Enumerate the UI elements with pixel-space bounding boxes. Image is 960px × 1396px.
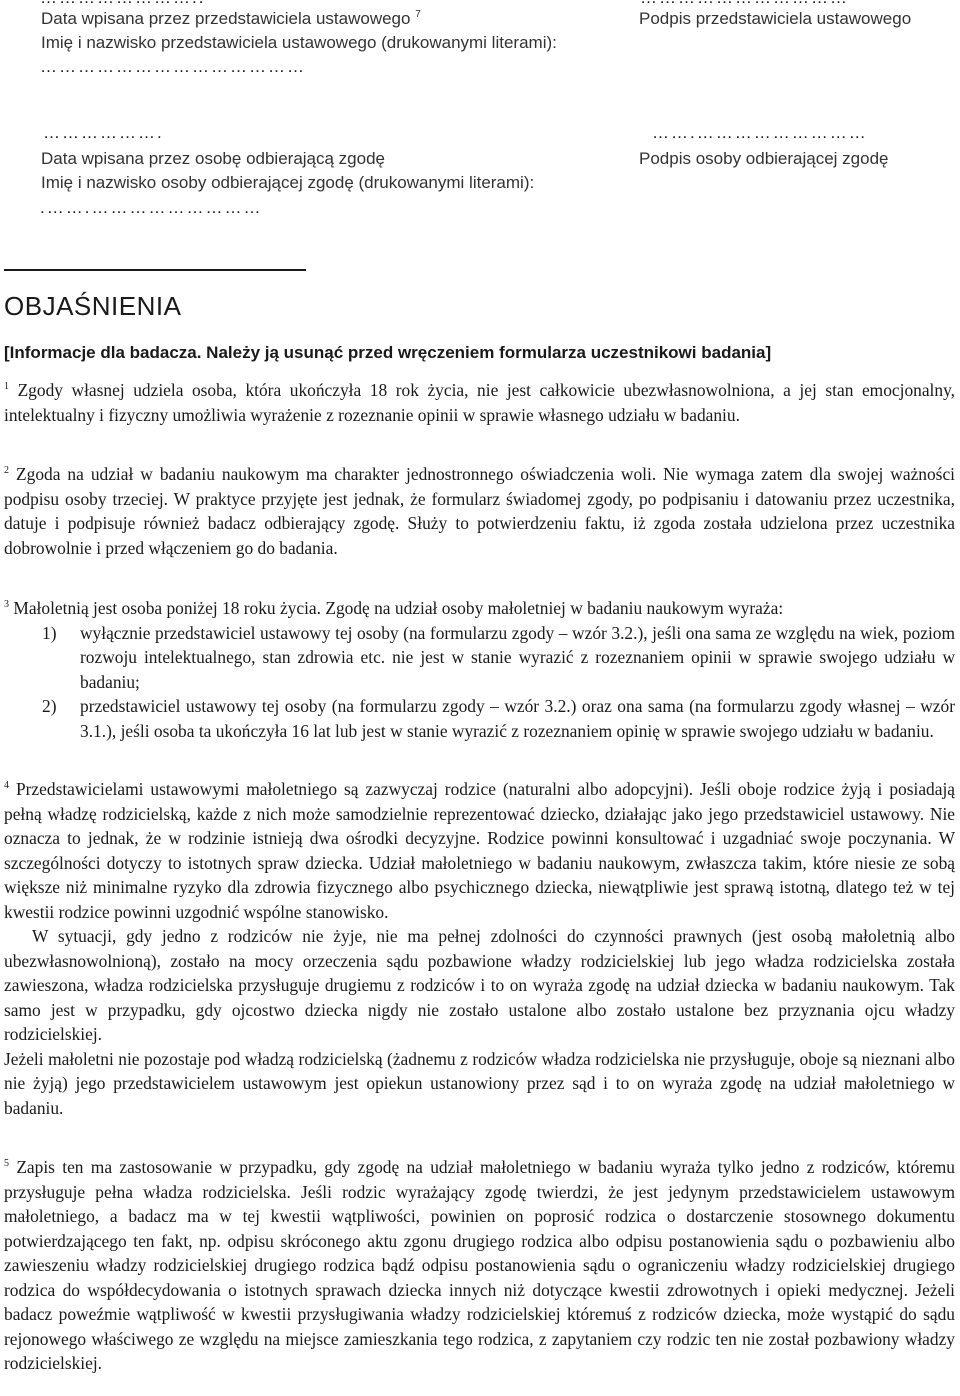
footnote-separator — [4, 269, 306, 271]
footnote-2 — [4, 462, 955, 560]
footnote-2-number: 2 — [4, 465, 9, 476]
person-name-label: Imię i nazwisko osoby odbierającej zgodę (drukowanymi literami): — [41, 173, 535, 192]
footnote-5 — [4, 1155, 955, 1376]
rep-signature-label: Podpis przedstawiciela ustawowego — [639, 9, 912, 28]
rep-name-dots: …………………………………… — [40, 57, 306, 76]
footnote-5-number: 5 — [4, 1158, 9, 1169]
footnote-3 — [4, 596, 955, 743]
list-item — [4, 694, 955, 743]
footnote-4 — [4, 777, 955, 1120]
person-signature-dots: …….……………………… — [652, 123, 868, 142]
list-item-number: 2) — [42, 696, 57, 716]
footnote-5-text: Zapis ten ma zastosowanie w przypadku, gdy zgodę na udział małoletniego w badaniu wyraża tylko jedno z rodziców, któremu przysługuje pełna władza rodzicielska. Jeśli rodzic wyrażający zgodę twierdzi, że jest jedynym przedstawicielem ustawowym małoletniego, a badacz ma w tej kwestii wątpliwości, powinien on poprosić rodzica o dostarczenie stosownego dokumentu potwierdzającego ten fakt, np. odpisu skróconego aktu zgonu drugiego rodzica albo odpisu postanowienia sądu o pozbawieniu albo zawieszeniu władzy rodzicielskiej drugiego rodzica bądź odpisu postanowienia sądu o ograniczeniu władzy rodzicielskiej drugiego rodzica do współdecydowania o istotnych sprawach dziecka innych niż dotyczące kwestii zdrowotnych i opieki medycznej. Jeżeli badacz poweźmie wątpliwość w kwestii przysługiwania władzy rodzicielskiej któremuś z rodziców dziecka, może wystąpić do sądu rejonowego właściwego ze względu na miejsce zamieszkania tego rodzica, z zapytaniem czy rodzic ten nie został pozbawiony władzy rodzicielskiej. — [4, 1157, 955, 1373]
footnote-3-text: Małoletnią jest osoba poniżej 18 roku życia. Zgodę na udział osoby małoletniej w badaniu naukowym wyraża: — [13, 598, 784, 618]
explanations-subheading: [Informacje dla badacza. Należy ją usunąć przed wręczeniem formularza uczestnikowi badania] — [4, 343, 772, 362]
person-date-label: Data wpisana przez osobę odbierającą zgodę — [41, 149, 386, 168]
footnote-1 — [4, 378, 955, 427]
footnote-4-paragraph-2: W sytuacji, gdy jedno z rodziców nie żyje, nie ma pełnej zdolności do czynności prawnych (jest osobą małoletnią albo ubezwłasnowolnioną), zostało na mocy orzeczenia sądu pozbawione władzy rodzicielskiej lub jego władza rodzicielska została zawieszona, władza rodzicielska przysługuje drugiemu z rodziców i to on wyraża zgodę na udział dziecka w badaniu naukowym. Tak samo jest w przypadku, gdy ojcostwo dziecka nigdy nie zostało ustalone albo zostało ustalone bez przyznania ojcu władzy rodzicielskiej. — [4, 926, 955, 1044]
rep-name-label: Imię i nazwisko przedstawiciela ustawowego (drukowanymi literami): — [41, 33, 557, 52]
person-signature-label: Podpis osoby odbierającej zgodę — [639, 149, 889, 168]
rep-date-label: Data wpisana przez przedstawiciela ustawowego $^7$ — [41, 9, 421, 28]
explanations-heading: OBJAŚNIENIA — [4, 291, 182, 321]
footnote-2-text: Zgoda na udział w badaniu naukowym ma charakter jednostronnego oświadczenia woli. Nie wymaga zatem dla swojej ważności podpisu osoby trzeciej. W praktyce przyjęte jest jednak, że formularz świadomej zgody, po podpisaniu i datowaniu przez uczestnika, datuje i podpisuje również badacz odbierający zgodę. Służy to potwierdzeniu faktu, iż zgoda została udzielona przez uczestnika dobrowolnie i przed włączeniem go do badania. — [4, 464, 955, 558]
person-date-dots: ………………. — [43, 123, 164, 142]
list-item-text: przedstawiciel ustawowy tej osoby (na formularzu zgody – wzór 3.2.) oraz ona sama (na formularzu zgody własnej – wzór 3.1.), jeśli osoba ta ukończyła 16 lat lub jest w stanie wyrazić z rozeznaniem opinię w sprawie swojego udziału w badaniu. — [80, 696, 955, 741]
footnote-1-number: 1 — [4, 381, 9, 392]
footnote-3-number: 3 — [4, 599, 9, 610]
list-item — [4, 621, 955, 695]
person-name-dots: .…….……………………… — [40, 198, 263, 217]
list-item-number: 1) — [42, 622, 57, 643]
list-item-text: wyłącznie przedstawiciel ustawowy tej osoby (na formularzu zgody – wzór 3.2.), jeśli ona sama ze względu na wiek, poziom rozwoju intelektualnego, stan zdrowia etc. nie jest w stanie wyrazić z rozeznaniem opinii w sprawie swojego udziału w badaniu; — [80, 622, 955, 692]
footnote-4-text: Przedstawicielami ustawowymi małoletniego są zazwyczaj rodzice (naturalni albo adopcyjni). Jeśli oboje rodzice żyją i posiadają pełną władzę rodzicielską, każde z nich może samodzielnie reprezentować dziecko, działając jako jego przedstawiciel ustawowy. Nie oznacza to jednak, że w rodzinie istnieją dwa ośrodki decyzyjne. Rodzice powinni konsultować i uzgadniać swoje poczynania. W szczególności dotyczy to istotnych spraw dziecka. Udział małoletniego w badaniu naukowym, zwłaszcza takim, które niesie ze sobą większe niż minimalne ryzyko dla zdrowia fizycznego albo psychicznego dziecka, niewątpliwie jest sprawą istotną, dlatego też w tej kwestii rodzice powinni uzgodnić wspólne stanowisko. — [4, 779, 956, 922]
footnote-4-number: 4 — [4, 780, 9, 791]
footnote-4-paragraph-3: Jeżeli małoletni nie pozostaje pod władzą rodzicielską (żadnemu z rodziców władza rodzicielska nie przysługuje, oboje są nieznani albo nie żyją) jego przedstawicielem ustawowym jest opiekun ustanowiony przez sąd i to on wyraża zgodę na udział małoletniego w badaniu. — [4, 1048, 955, 1118]
footnote-1-text: Zgody własnej udziela osoba, która ukończyła 18 rok życia, nie jest całkowicie ubezwłasnowolniona, a jej stan emocjonalny, intelektualny i fizyczny umożliwia wyrażenie z rozeznanie opinii w sprawie własnego udziału w badaniu. — [4, 380, 955, 425]
